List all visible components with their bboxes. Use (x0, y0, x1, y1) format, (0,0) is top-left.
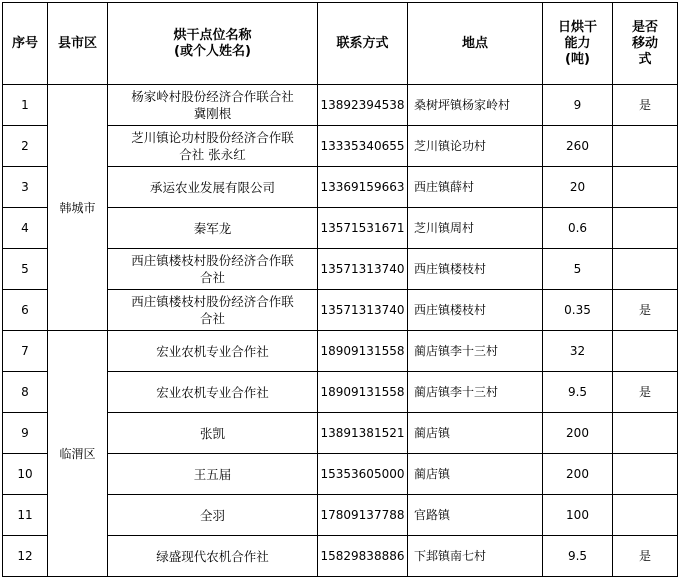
cell-contact: 18909131558 (318, 372, 408, 413)
cell-name (108, 126, 318, 167)
cell-mobile (613, 454, 678, 495)
header-name-line1: 烘干点位名称 (173, 27, 252, 43)
name-line1: 芝川镇论功村股份经济合作联 (131, 130, 294, 145)
name-line2: 合社 张永红 (179, 147, 246, 162)
cell-contact: 13369159663 (318, 167, 408, 208)
cell-place: 西庄镇楼枝村 (408, 290, 543, 331)
cell-name (108, 249, 318, 290)
cell-seq: 6 (3, 290, 48, 331)
cell-capacity: 9.5 (543, 536, 613, 577)
cell-mobile: 是 (613, 536, 678, 577)
name-line1: 西庄镇楼枝村股份经济合作联 (131, 294, 294, 309)
cell-contact: 13335340655 (318, 126, 408, 167)
cell-place: 蔺店镇李十三村 (408, 331, 543, 372)
cell-capacity: 200 (543, 454, 613, 495)
name-line2: 合社 (199, 311, 225, 326)
cell-contact: 15829838886 (318, 536, 408, 577)
cell-seq: 2 (3, 126, 48, 167)
cell-contact: 13891381521 (318, 413, 408, 454)
table-row (3, 85, 678, 126)
cell-capacity: 5 (543, 249, 613, 290)
cell-seq: 9 (3, 413, 48, 454)
cell-place: 官路镇 (408, 495, 543, 536)
cell-capacity: 0.6 (543, 208, 613, 249)
header-mobile-line2: 移动 (631, 35, 658, 51)
cell-county-group: 韩城市 (48, 85, 108, 331)
table-row (3, 331, 678, 372)
cell-seq: 12 (3, 536, 48, 577)
cell-contact: 17809137788 (318, 495, 408, 536)
cell-place: 下邽镇南七村 (408, 536, 543, 577)
cell-contact: 15353605000 (318, 454, 408, 495)
name-line1: 西庄镇楼枝村股份经济合作联 (131, 253, 294, 268)
header-capacity-line2: 能力 (564, 35, 591, 51)
cell-place: 芝川镇周村 (408, 208, 543, 249)
cell-contact: 13571313740 (318, 290, 408, 331)
header-county: 县市区 (48, 3, 108, 85)
cell-name (108, 85, 318, 126)
cell-name: 承运农业发展有限公司 (108, 167, 318, 208)
cell-place: 蔺店镇 (408, 413, 543, 454)
cell-capacity: 0.35 (543, 290, 613, 331)
cell-mobile: 是 (613, 372, 678, 413)
cell-county-group: 临渭区 (48, 331, 108, 577)
header-capacity (543, 3, 613, 85)
cell-capacity: 260 (543, 126, 613, 167)
cell-place: 西庄镇薛村 (408, 167, 543, 208)
header-mobile (613, 3, 678, 85)
cell-contact: 18909131558 (318, 331, 408, 372)
cell-mobile: 是 (613, 85, 678, 126)
cell-capacity: 100 (543, 495, 613, 536)
cell-seq: 11 (3, 495, 48, 536)
cell-contact: 13892394538 (318, 85, 408, 126)
cell-name: 全羽 (108, 495, 318, 536)
cell-place: 芝川镇论功村 (408, 126, 543, 167)
cell-name: 秦军龙 (108, 208, 318, 249)
header-contact: 联系方式 (318, 3, 408, 85)
cell-mobile (613, 331, 678, 372)
cell-place: 西庄镇楼枝村 (408, 249, 543, 290)
header-mobile-line1: 是否 (631, 19, 658, 35)
cell-capacity: 200 (543, 413, 613, 454)
cell-seq: 7 (3, 331, 48, 372)
cell-name: 宏业农机专业合作社 (108, 331, 318, 372)
cell-capacity: 20 (543, 167, 613, 208)
cell-name: 宏业农机专业合作社 (108, 372, 318, 413)
cell-mobile (613, 413, 678, 454)
cell-mobile (613, 126, 678, 167)
cell-name (108, 290, 318, 331)
cell-seq: 8 (3, 372, 48, 413)
cell-mobile (613, 208, 678, 249)
cell-mobile (613, 167, 678, 208)
cell-name: 张凯 (108, 413, 318, 454)
cell-seq: 3 (3, 167, 48, 208)
cell-mobile (613, 249, 678, 290)
header-mobile-line3: 式 (638, 51, 652, 67)
header-place: 地点 (408, 3, 543, 85)
cell-seq: 4 (3, 208, 48, 249)
header-name-line2: (或个人姓名) (174, 43, 251, 59)
cell-capacity: 9 (543, 85, 613, 126)
cell-capacity: 9.5 (543, 372, 613, 413)
cell-capacity: 32 (543, 331, 613, 372)
cell-name: 绿盛现代农机合作社 (108, 536, 318, 577)
cell-seq: 10 (3, 454, 48, 495)
cell-contact: 13571313740 (318, 249, 408, 290)
header-capacity-line3: (吨) (565, 51, 590, 67)
cell-name: 王五届 (108, 454, 318, 495)
cell-seq: 1 (3, 85, 48, 126)
header-name (108, 3, 318, 85)
header-row (3, 3, 678, 85)
header-seq: 序号 (3, 3, 48, 85)
cell-seq: 5 (3, 249, 48, 290)
cell-mobile: 是 (613, 290, 678, 331)
name-line1: 杨家岭村股份经济合作联合社 (131, 89, 294, 104)
cell-contact: 13571531671 (318, 208, 408, 249)
header-capacity-line1: 日烘干 (557, 19, 597, 35)
name-line2: 合社 (199, 270, 225, 285)
cell-place: 蔺店镇李十三村 (408, 372, 543, 413)
name-line2: 冀刚根 (193, 106, 232, 121)
cell-place: 桑树坪镇杨家岭村 (408, 85, 543, 126)
cell-place: 蔺店镇 (408, 454, 543, 495)
drying-sites-table (2, 2, 678, 577)
cell-mobile (613, 495, 678, 536)
